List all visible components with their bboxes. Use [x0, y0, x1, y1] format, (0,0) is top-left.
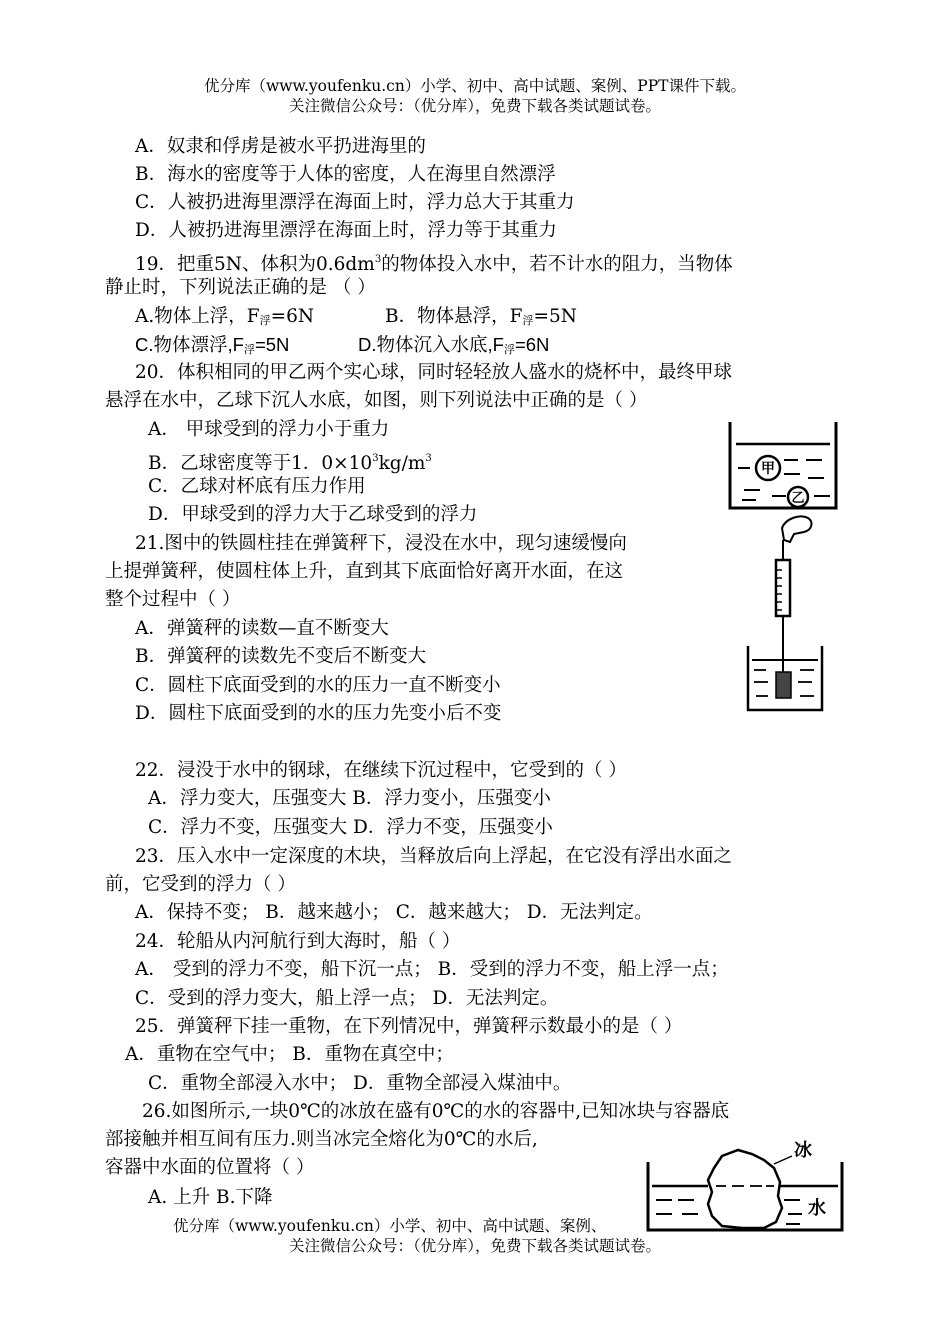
q23-stem-line-2: 前，它受到的浮力（ ） — [105, 874, 296, 895]
q20-beaker-figure — [722, 418, 844, 513]
q25-options-cd: C．重物全部浸入水中； D．重物全部浸入煤油中。 — [148, 1073, 572, 1094]
water-label: 水 — [808, 1198, 826, 1219]
q19-option-a: A.物体上浮，F浮=6N — [135, 306, 315, 327]
q21-option-c: C．圆柱下底面受到的水的压力一直不断变小 — [135, 675, 501, 696]
q25-stem: 25．弹簧秤下挂一重物，在下列情况中，弹簧秤示数最小的是（ ） — [135, 1016, 683, 1037]
q26-ice-figure — [642, 1134, 850, 1234]
footer-line-1: 优分库（www.youfenku.cn）小学、初中、高中试题、案例、 — [173, 1217, 607, 1235]
q18-option-c: C．人被扔进海里漂浮在海面上时，浮力总大于其重力 — [135, 192, 575, 213]
q21-option-d: D．圆柱下底面受到的水的压力先变小后不变 — [135, 703, 502, 724]
q20-option-b: B．乙球密度等于1．$0\times 10^3kg/m^3$ — [148, 453, 432, 474]
water-dashes — [738, 460, 830, 500]
q19-option-c: C.物体漂浮,F浮=5N — [135, 334, 290, 356]
ball-yi-label: 乙 — [791, 491, 805, 506]
q18-option-d: D．人被扔进海里漂浮在海面上时，浮力等于其重力 — [135, 220, 557, 241]
ice-block — [708, 1150, 782, 1228]
q21-spring-scale-figure — [742, 512, 832, 717]
spring-scale-body — [776, 560, 790, 616]
footer-line-2: 关注微信公众号：（优分库），免费下载各类试题试卷。 — [288, 1237, 661, 1255]
q21-stem-line-3: 整个过程中（ ） — [105, 589, 241, 610]
q26-options-ab: A. 上升 B.下降 — [148, 1187, 273, 1208]
q22-options-cd: C．浮力不变，压强变大 D．浮力不变，压强变小 — [148, 817, 553, 838]
q21-option-b: B．弹簧秤的读数先不变后不断变大 — [135, 646, 427, 667]
q24-options-ab: A． 受到的浮力不变，船下沉一点； B．受到的浮力不变，船上浮一点； — [135, 959, 729, 980]
q20-option-c: C．乙球对杯底有压力作用 — [148, 476, 366, 497]
header-line-1: 优分库（www.youfenku.cn）小学、初中、高中试题、案例、PPT课件下载。 — [203, 77, 747, 95]
q19-stem-line-2: 静止时，下列说法正确的是 （ ） — [105, 277, 376, 298]
q18-option-b: B．海水的密度等于人体的密度，人在海里自然漂浮 — [135, 164, 556, 185]
q26-stem-line-2: 部接触并相互间有压力.则当冰完全熔化为0℃的水后, — [105, 1129, 538, 1150]
q20-option-a: A． 甲球受到的浮力小于重力 — [148, 419, 390, 440]
q26-stem-line-1: 26.如图所示,一块0℃的冰放在盛有0℃的水的容器中,已知冰块与容器底 — [142, 1101, 730, 1122]
q21-stem-line-1: 21.图中的铁圆柱挂在弹簧秤下，浸没在水中，现匀速缓慢向 — [135, 533, 627, 554]
q22-stem: 22．浸没于水中的钢球，在继续下沉过程中，它受到的（ ） — [135, 760, 627, 781]
q26-stem-line-3: 容器中水面的位置将（ ） — [105, 1157, 315, 1178]
q19-option-b: B．物体悬浮，F浮=5N — [385, 306, 577, 327]
q19-stem-line-1: 19．把重5N、体积为$0.6dm^3$的物体投入水中，若不计水的阻力，当物体 — [135, 254, 733, 275]
q22-options-ab: A．浮力变大，压强变大 B．浮力变小，压强变小 — [148, 788, 551, 809]
q24-options-cd: C．受到的浮力变大，船上浮一点； D．无法判定。 — [135, 988, 559, 1009]
q20-stem-line-2: 悬浮在水中，乙球下沉人水底，如图，则下列说法中正确的是（ ） — [105, 390, 648, 411]
q21-stem-line-2: 上提弹簧秤，使圆柱体上升，直到其下底面恰好离开水面，在这 — [105, 561, 624, 582]
q18-option-a: A．奴隶和俘虏是被水平扔进海里的 — [135, 136, 426, 157]
ice-pointer — [774, 1156, 792, 1164]
q20-option-d: D．甲球受到的浮力大于乙球受到的浮力 — [148, 504, 478, 525]
q23-stem-line-1: 23．压入水中一定深度的木块，当释放后向上浮起，在它没有浮出水面之 — [135, 846, 733, 867]
iron-cylinder — [776, 672, 791, 698]
header-line-2: 关注微信公众号：（优分库），免费下载各类试题试卷。 — [288, 97, 661, 115]
q24-stem: 24．轮船从内河航行到大海时，船（ ） — [135, 931, 461, 952]
q19-option-d: D.物体沉入水底,F浮=6N — [358, 334, 550, 356]
q21-option-a: A．弹簧秤的读数—直不断变大 — [135, 618, 389, 639]
hand-icon — [782, 516, 811, 542]
q20-stem-line-1: 20．体积相同的甲乙两个实心球，同时轻轻放人盛水的烧杯中，最终甲球 — [135, 362, 733, 383]
ice-label: 冰 — [794, 1140, 812, 1161]
q23-options: A．保持不变； B．越来越小； C．越来越大； D．无法判定。 — [135, 902, 653, 923]
q25-options-ab: A．重物在空气中； B．重物在真空中； — [125, 1044, 454, 1065]
ball-jia-label: 甲 — [761, 461, 775, 477]
